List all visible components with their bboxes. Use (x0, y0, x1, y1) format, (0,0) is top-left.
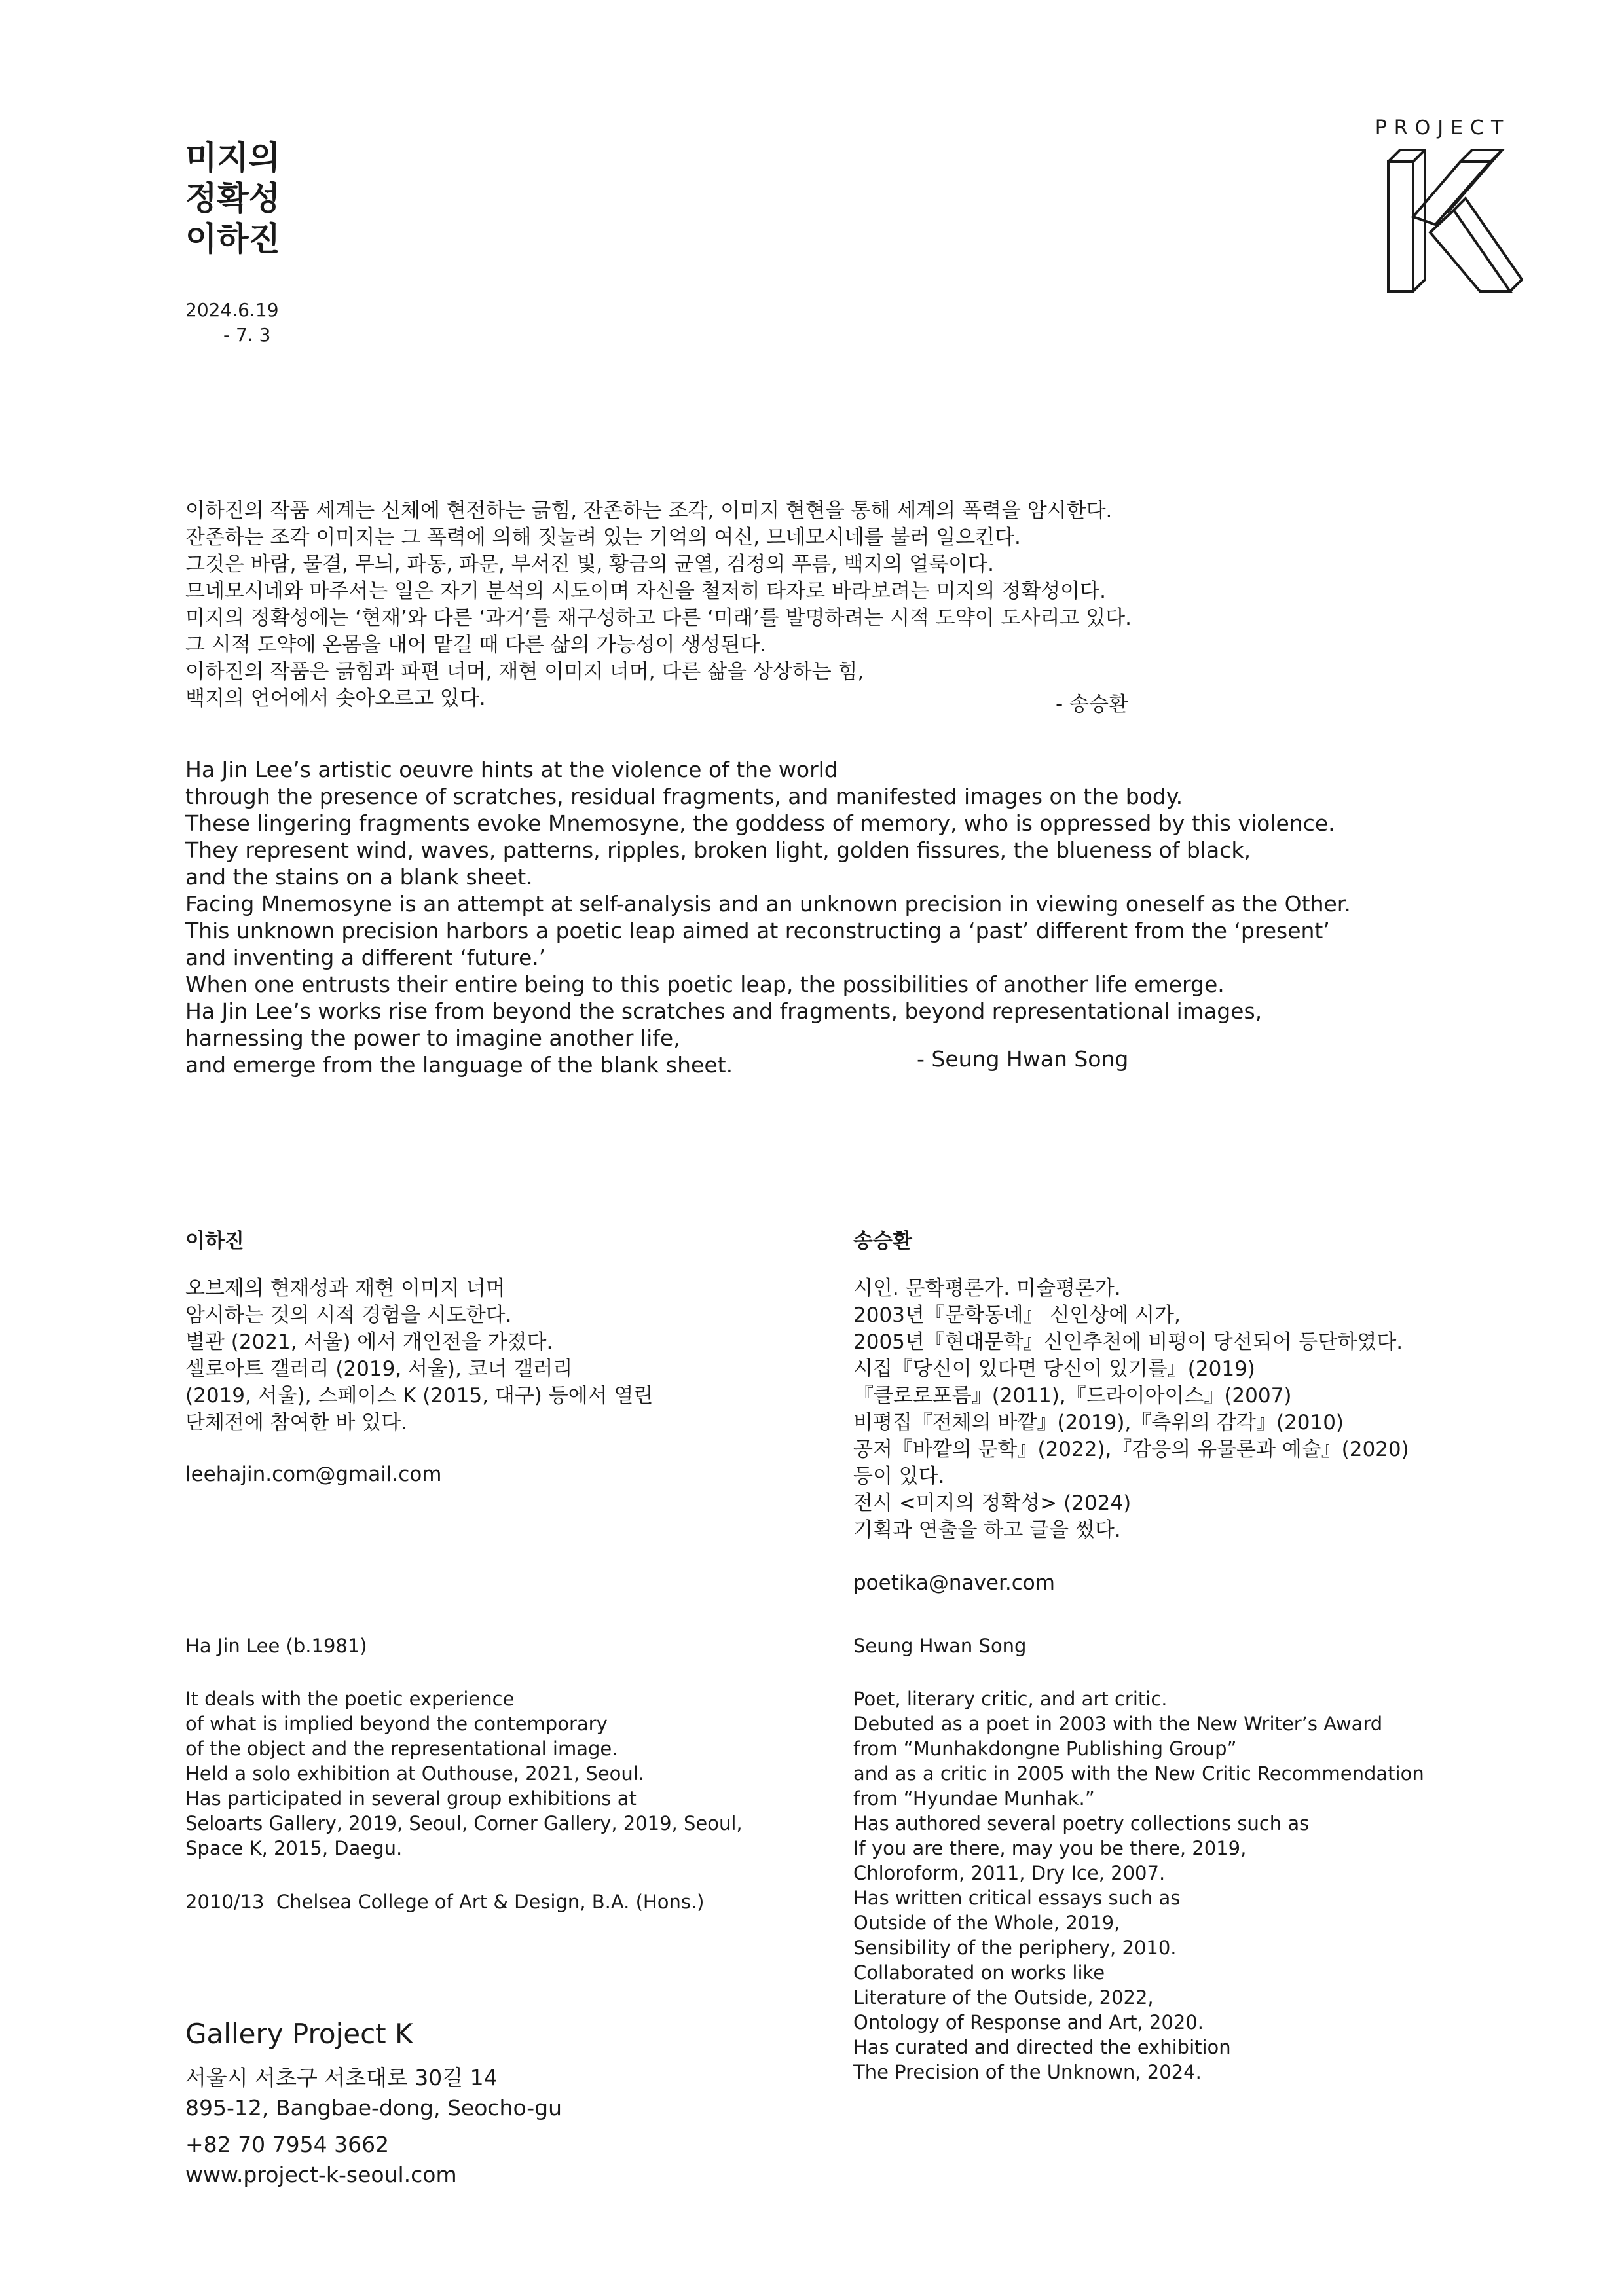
artist-name-english: Ha Jin Lee (b.1981) (185, 1635, 367, 1657)
essay-english: Ha Jin Lee’s artistic oeuvre hints at the violence of the world through the presence of scratches, residual fragments, and manifested images on the body. These lingering fragments evoke Mnemosyne, the goddess of memory, who is oppressed by this violence. They represent wind, waves, patterns, ripples, broken light, golden fissures, the blueness of black, and the stains on a blank sheet. Facing Mnemosyne is an attempt at self-analysis and an unknown precision in viewing oneself as the Other. This unknown precision harbors a poetic leap aimed at reconstructing a ‘past’ different from the ‘present’ and inventing a different ‘future.’ When one entrusts their entire being to this poetic leap, the possibilities of another life emerge. Ha Jin Lee’s works rise from beyond the scratches and fragments, beyond representational images, harnessing the power to imagine another life, and emerge from the language of the blank sheet. (185, 757, 1351, 1078)
critic-email[interactable]: poetika@naver.com (853, 1571, 1055, 1595)
gallery-website[interactable]: www.project-k-seoul.com (185, 2162, 457, 2187)
artist-name-korean: 이하진 (185, 1230, 244, 1253)
critic-bio-english: Poet, literary critic, and art critic. Debuted as a poet in 2003 with the New Writer’s Award from “Munhakdongne Publishing Group” and as a critic in 2005 with the New Critic Recommendation from “Hyundae Munhak.” Has authored several poetry collections such as If you are there, may you be there, 2019, Chloroform, 2011, Dry Ice, 2007. Has written critical essays such as Outside of the Whole, 2019, Sensibility of the periphery, 2010. Collaborated on works like Literature of the Outside, 2022, Ontology of Response and Art, 2020. Has curated and directed the exhibition The Precision of the Unknown, 2024. (853, 1688, 1424, 2083)
artist-bio-english: It deals with the poetic experience of what is implied beyond the contemporary of the object and the representational image. Held a solo exhibition at Outhouse, 2021, Seoul. Has participated in several group exhibitions at Seloarts Gallery, 2019, Seoul, Corner Gallery, 2019, Seoul, Space K, 2015, Daegu. (185, 1688, 743, 1859)
essay-english-signature: - Seung Hwan Song (917, 1046, 1129, 1072)
artist-bio-korean: 오브제의 현재성과 재현 이미지 너머 암시하는 것의 시적 경험을 시도한다. 별관 (2021, 서울) 에서 개인전을 가졌다. 셀로아트 갤러리 (2019, 서울), 코너 갤러리 (2019, 서울), 스페이스 K (2015, 대구) 등에서 열린 단체전에 참여한 바 있다. (185, 1277, 654, 1434)
critic-name-korean: 송승환 (853, 1230, 912, 1253)
date-end: - 7. 3 (223, 324, 271, 346)
artist-education: 2010/13 Chelsea College of Art & Design, B.A. (Hons.) (185, 1891, 705, 1913)
exhibition-dates (185, 298, 279, 348)
title-line-2: 정확성 (185, 179, 280, 217)
gallery-address-english: 895-12, Bangbae-dong, Seocho-gu (185, 2095, 563, 2121)
essay-korean-signature: - 송승환 (1056, 693, 1128, 716)
logo-k-icon (1362, 139, 1523, 310)
gallery-address-korean: 서울시 서초구 서초대로 30길 14 (185, 2065, 498, 2090)
title-line-3: 이하진 (185, 220, 280, 258)
title-line-1: 미지의 (185, 139, 280, 177)
critic-bio-korean: 시인. 문학평론가. 미술평론가. 2003년『문학동네』 신인상에 시가, 2005년『현대문학』신인추천에 비평이 당선되어 등단하였다. 시집『당신이 있다면 당신이 있기를』(2019) 『클로로포름』(2011),『드라이아이스』(2007) 비평집『전체의 바깥』(2019),『측위의 감각』(2010) 공저『바깥의 문학』(2022),『감응의 유물론과 예술』(2020) 등이 있다. 전시 <미지의 정확성> (2024) 기획과 연출을 하고 글을 썼다. (853, 1277, 1409, 1542)
gallery-phone[interactable]: +82 70 7954 3662 (185, 2132, 390, 2157)
critic-name-english: Seung Hwan Song (853, 1635, 1027, 1657)
gallery-name: Gallery Project K (185, 2018, 413, 2050)
exhibition-title (185, 137, 280, 259)
artist-email[interactable]: leehajin.com@gmail.com (185, 1463, 442, 1486)
logo-wordmark: PROJECT (1375, 117, 1511, 139)
essay-korean: 이하진의 작품 세계는 신체에 현전하는 긁힘, 잔존하는 조각, 이미지 현현을 통해 세계의 폭력을 암시한다. 잔존하는 조각 이미지는 그 폭력에 의해 짓눌려 있는 기억의 여신, 므네모시네를 불러 일으킨다. 그것은 바람, 물결, 무늬, 파동, 파문, 부서진 빛, 황금의 균열, 검정의 푸름, 백지의 얼룩이다. 므네모시네와 마주서는 일은 자기 분석의 시도이며 자신을 철저히 타자로 바라보려는 미지의 정확성이다. 미지의 정확성에는 ‘현재’와 다른 ‘과거’를 재구성하고 다른 ‘미래’를 발명하려는 시적 도약이 도사리고 있다. 그 시적 도약에 온몸을 내어 맡길 때 다른 삶의 가능성이 생성된다. 이하진의 작품은 긁힘과 파편 너머, 재현 이미지 너머, 다른 삶을 상상하는 힘, 백지의 언어에서 솟아오르고 있다. (185, 499, 1132, 710)
date-start: 2024.6.19 (185, 299, 279, 321)
project-k-logo (1362, 117, 1523, 312)
